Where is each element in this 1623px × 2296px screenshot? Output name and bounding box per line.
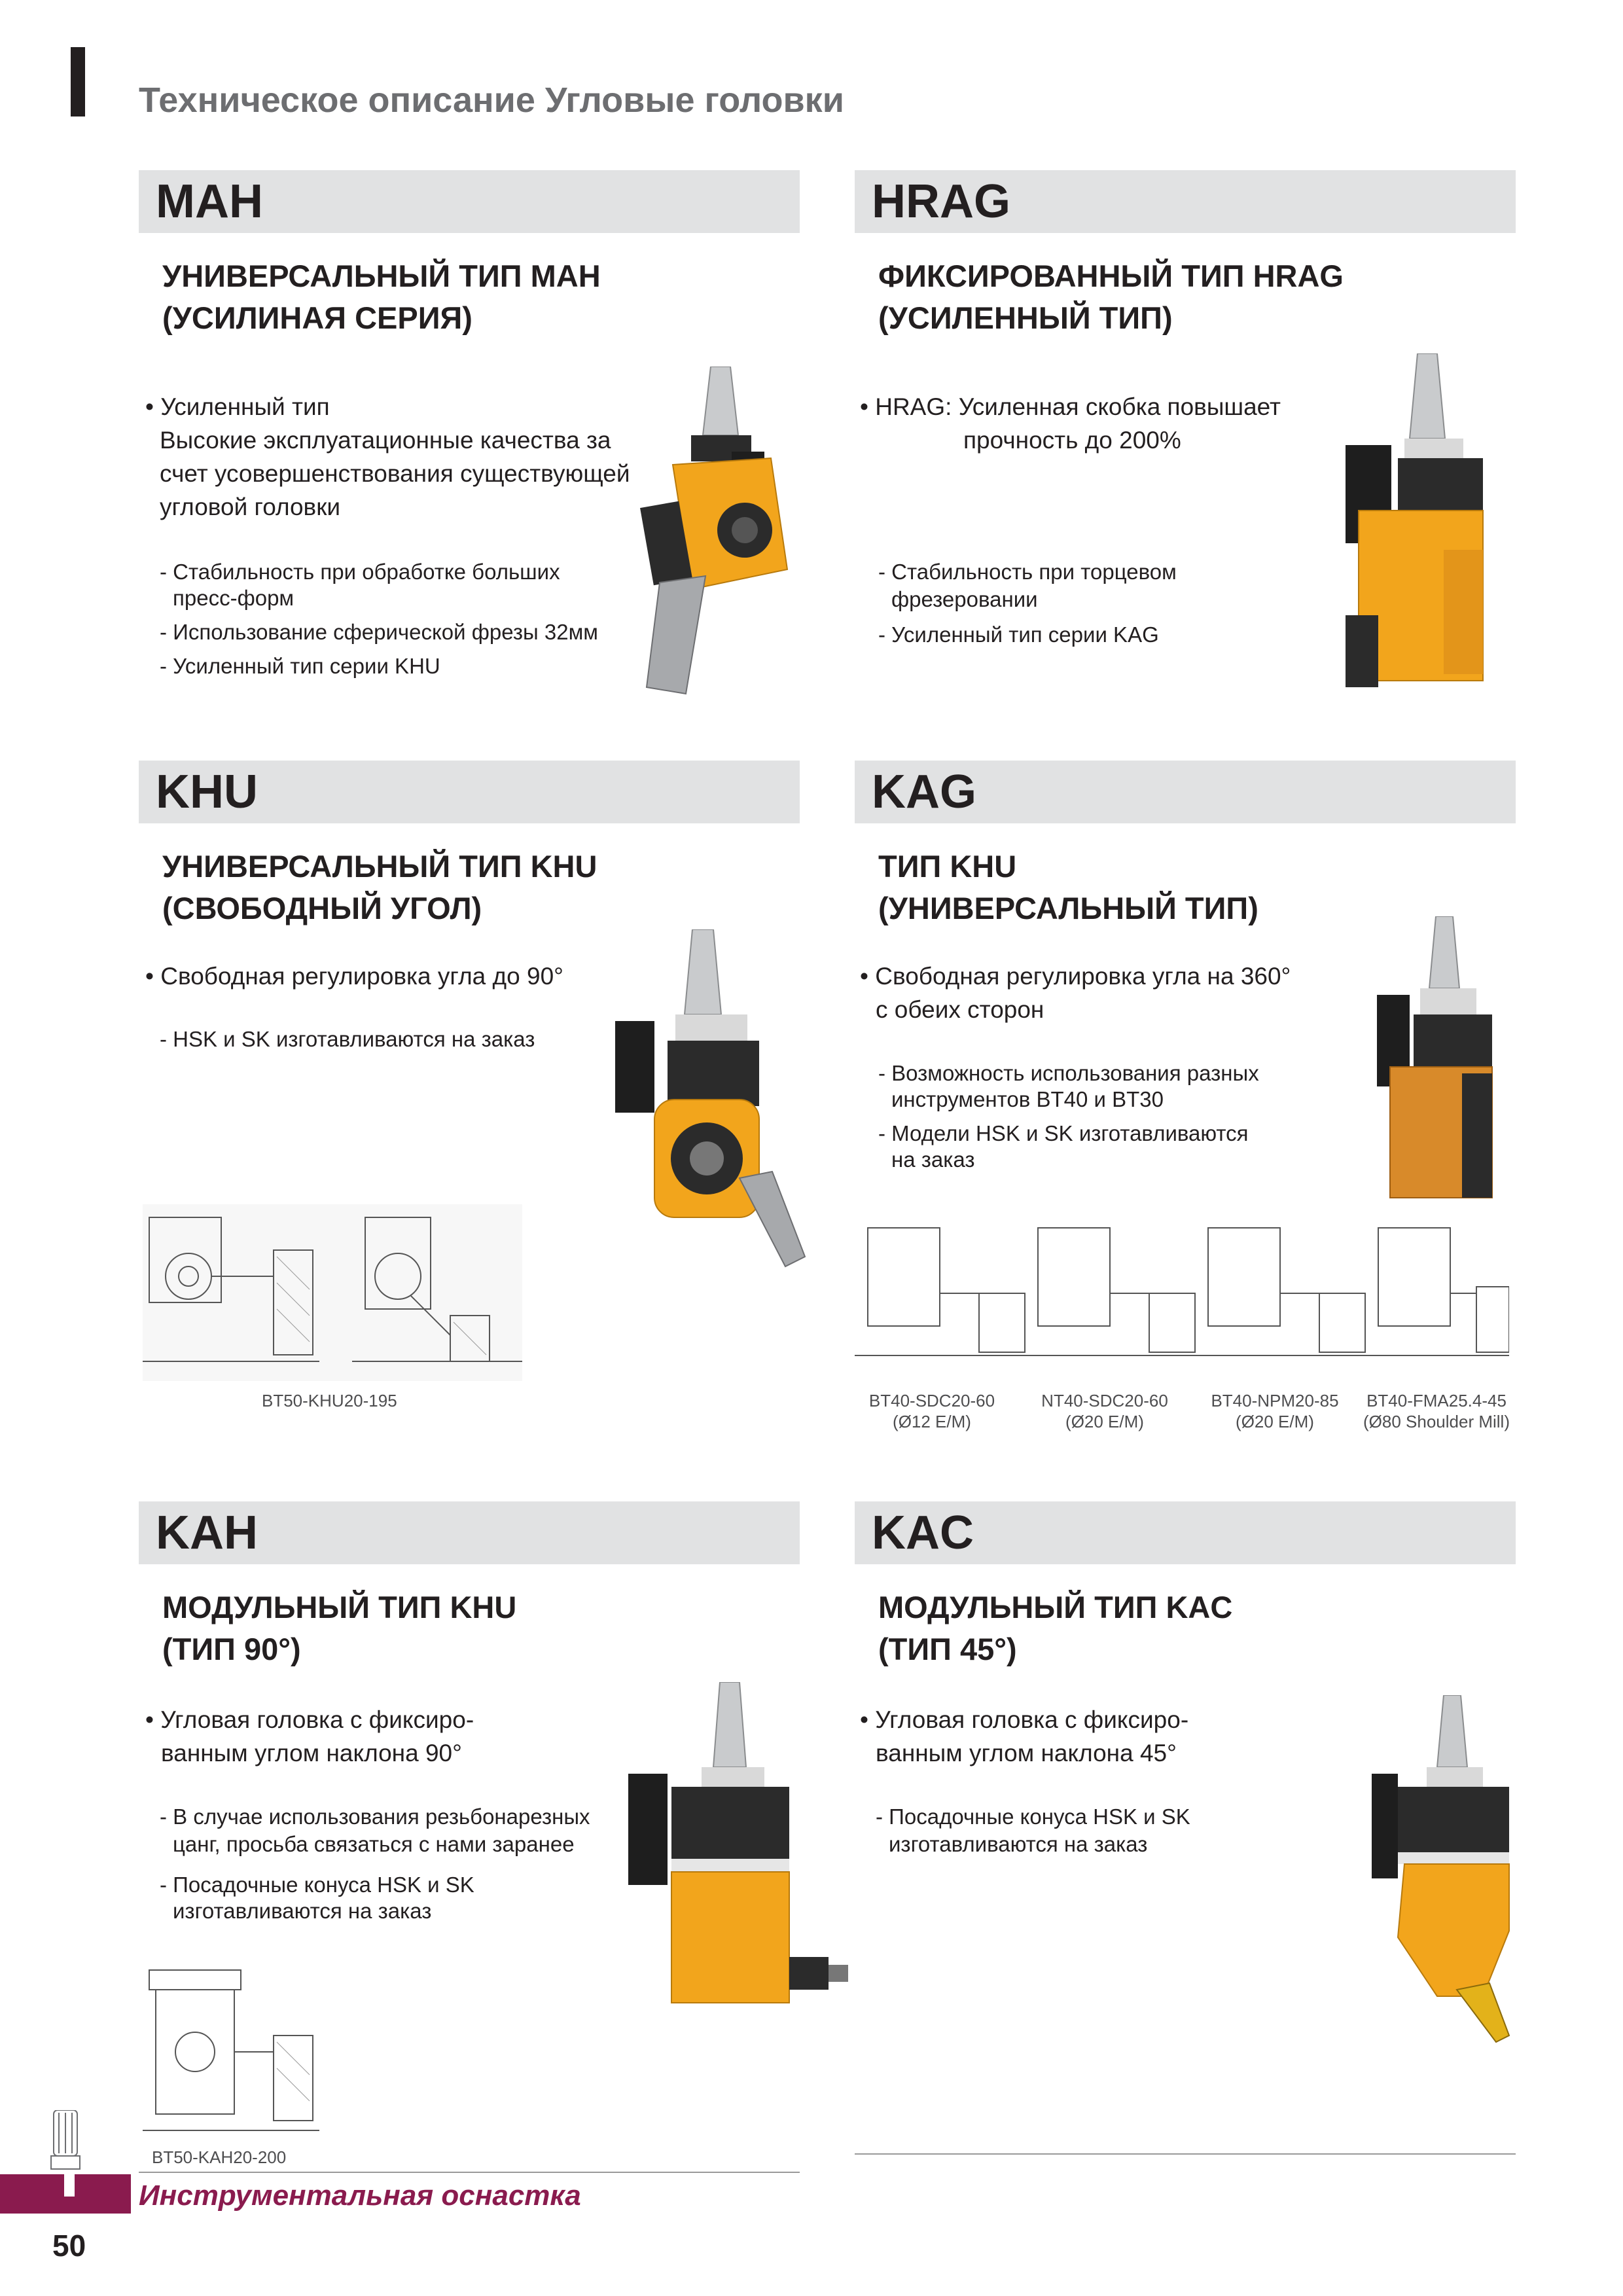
- divider-rule: [139, 2172, 800, 2173]
- bullet-line: • Свободная регулировка угла до 90°: [145, 963, 563, 990]
- dash-item: - Усиленный тип серии KAG: [878, 622, 1159, 647]
- hrag-bullets: [860, 390, 1281, 457]
- section-code: HRAG: [872, 175, 1010, 228]
- caption-line: BT40-FMA25.4-45: [1366, 1391, 1507, 1410]
- dash-item: - Посадочные конуса HSK и SK: [876, 1804, 1190, 1829]
- bullet-line: счет усовершенствования существующей: [160, 460, 630, 487]
- section-code: KAC: [872, 1507, 974, 1559]
- dash-item-cont: на заказ: [891, 1147, 975, 1172]
- bullet-line: • Угловая головка с фиксиро-: [145, 1706, 474, 1733]
- footer-section-marker: [64, 2174, 75, 2197]
- caption-line: (Ø80 Shoulder Mill): [1363, 1412, 1510, 1431]
- dash-item: - HSK и SK изготавливаются на заказ: [160, 1027, 535, 1051]
- khu-technical-drawing: [143, 1204, 522, 1381]
- section-subtitle: [878, 1587, 1232, 1670]
- bullet-line: ванным углом наклона 45°: [876, 1740, 1177, 1767]
- khu-bullets: [145, 960, 563, 993]
- subtitle-line-1: УНИВЕРСАЛЬНЫЙ ТИП KHU: [162, 849, 597, 884]
- khu-drawing-caption: BT50-KHU20-195: [262, 1391, 397, 1410]
- bullet-line: угловой головки: [160, 493, 341, 520]
- kah-dash-list: [160, 1803, 590, 1926]
- bullet-line: • HRAG: Усиленная скобка повышает: [860, 393, 1281, 420]
- dash-item: - Возможность использования разных: [878, 1061, 1259, 1085]
- dash-item: - Посадочные конуса HSK и SK: [160, 1873, 474, 1897]
- dash-item: - Модели HSK и SK изготавливаются: [878, 1121, 1249, 1145]
- dash-item-cont: цанг, просьба связаться с нами заранее: [173, 1832, 575, 1856]
- hrag-dash-list: [878, 558, 1177, 649]
- section-subtitle: [162, 1587, 516, 1670]
- footer-title: Инструментальная оснастка: [139, 2179, 581, 2212]
- dash-item-cont: пресс-форм: [173, 586, 294, 610]
- kag-product-image: [1377, 916, 1501, 1204]
- kag-caption-2: [1027, 1390, 1182, 1432]
- bullet-line: • Угловая головка с фиксиро-: [860, 1706, 1189, 1733]
- dash-item-cont: инструментов BT40 и BT30: [891, 1087, 1164, 1111]
- section-code: MAH: [156, 175, 263, 228]
- dash-item: - Стабильность при торцевом: [878, 560, 1177, 584]
- caption-line: (Ø20 E/M): [1065, 1412, 1144, 1431]
- kac-product-image: [1372, 1695, 1529, 2049]
- subtitle-line-2: (УНИВЕРСАЛЬНЫЙ ТИП): [878, 891, 1258, 925]
- khu-product-image: [615, 929, 812, 1270]
- bullet-line: • Свободная регулировка угла на 360°: [860, 963, 1291, 990]
- kac-bullets: [860, 1703, 1188, 1770]
- section-code: KHU: [156, 766, 258, 818]
- kag-bullets: [860, 960, 1291, 1026]
- kah-technical-drawing: [143, 1964, 319, 2140]
- bullet-line: прочность до 200%: [963, 427, 1181, 454]
- hrag-product-image: [1346, 353, 1509, 694]
- kag-dash-list: [878, 1059, 1259, 1174]
- page-title: Техническое описание Угловые головки: [139, 81, 844, 120]
- subtitle-line-1: УНИВЕРСАЛЬНЫЙ ТИП МАН: [162, 259, 601, 293]
- dash-item: - Стабильность при обработке больших: [160, 560, 560, 584]
- collet-icon: [46, 2110, 85, 2176]
- dash-item: - В случае использования резьбонарезных: [160, 1804, 590, 1829]
- subtitle-line-2: (ТИП 90°): [162, 1632, 301, 1666]
- caption-line: (Ø20 E/M): [1236, 1412, 1314, 1431]
- subtitle-line-2: (УСИЛИНАЯ СЕРИЯ): [162, 300, 473, 335]
- dash-item-cont: фрезеровании: [891, 587, 1038, 611]
- caption-line: (Ø12 E/M): [893, 1412, 971, 1431]
- kag-technical-drawings: [855, 1215, 1509, 1372]
- caption-line: NT40-SDC20-60: [1041, 1391, 1168, 1410]
- kag-caption-4: [1355, 1390, 1518, 1432]
- section-subtitle: [162, 255, 601, 339]
- subtitle-line-1: ФИКСИРОВАННЫЙ ТИП HRAG: [878, 259, 1344, 293]
- subtitle-line-2: (СВОБОДНЫЙ УГОЛ): [162, 891, 482, 925]
- dash-item: - Использование сферической фрезы 32мм: [160, 620, 598, 644]
- bullet-line: с обеих сторон: [876, 996, 1044, 1023]
- bullet-line: • Усиленный тип: [145, 393, 330, 420]
- section-subtitle: [878, 255, 1344, 339]
- mah-bullets: [145, 390, 630, 524]
- page-number: 50: [52, 2229, 86, 2263]
- section-subtitle: [162, 846, 597, 929]
- subtitle-line-1: МОДУЛЬНЫЙ ТИП KAC: [878, 1590, 1233, 1624]
- title-marker-bar: [71, 47, 85, 117]
- bullet-line: Высокие эксплуатационные качества за: [160, 427, 611, 454]
- section-code: KAG: [872, 766, 976, 818]
- divider-rule: [855, 2153, 1516, 2155]
- section-subtitle: [878, 846, 1258, 929]
- kag-caption-3: [1198, 1390, 1352, 1432]
- dash-item: - Усиленный тип серии KHU: [160, 654, 440, 678]
- kag-caption-1: [855, 1390, 1009, 1432]
- caption-line: BT40-NPM20-85: [1211, 1391, 1339, 1410]
- subtitle-line-1: МОДУЛЬНЫЙ ТИП KHU: [162, 1590, 517, 1624]
- subtitle-line-2: (УСИЛЕННЫЙ ТИП): [878, 300, 1173, 335]
- kah-bullets: [145, 1703, 474, 1770]
- bullet-line: ванным углом наклона 90°: [161, 1740, 462, 1767]
- dash-item-cont: изготавливаются на заказ: [889, 1832, 1148, 1856]
- kah-drawing-caption: BT50-KAH20-200: [152, 2147, 287, 2167]
- subtitle-line-2: (ТИП 45°): [878, 1632, 1017, 1666]
- kah-product-image: [628, 1682, 851, 2009]
- section-code: KAH: [156, 1507, 258, 1559]
- dash-item-cont: изготавливаются на заказ: [173, 1899, 432, 1923]
- caption-line: BT40-SDC20-60: [868, 1391, 995, 1410]
- kac-dash-list: [876, 1803, 1190, 1859]
- khu-dash-list: [160, 1025, 535, 1054]
- subtitle-line-1: ТИП KHU: [878, 849, 1017, 884]
- mah-product-image: [633, 367, 810, 707]
- mah-dash-list: [160, 558, 598, 681]
